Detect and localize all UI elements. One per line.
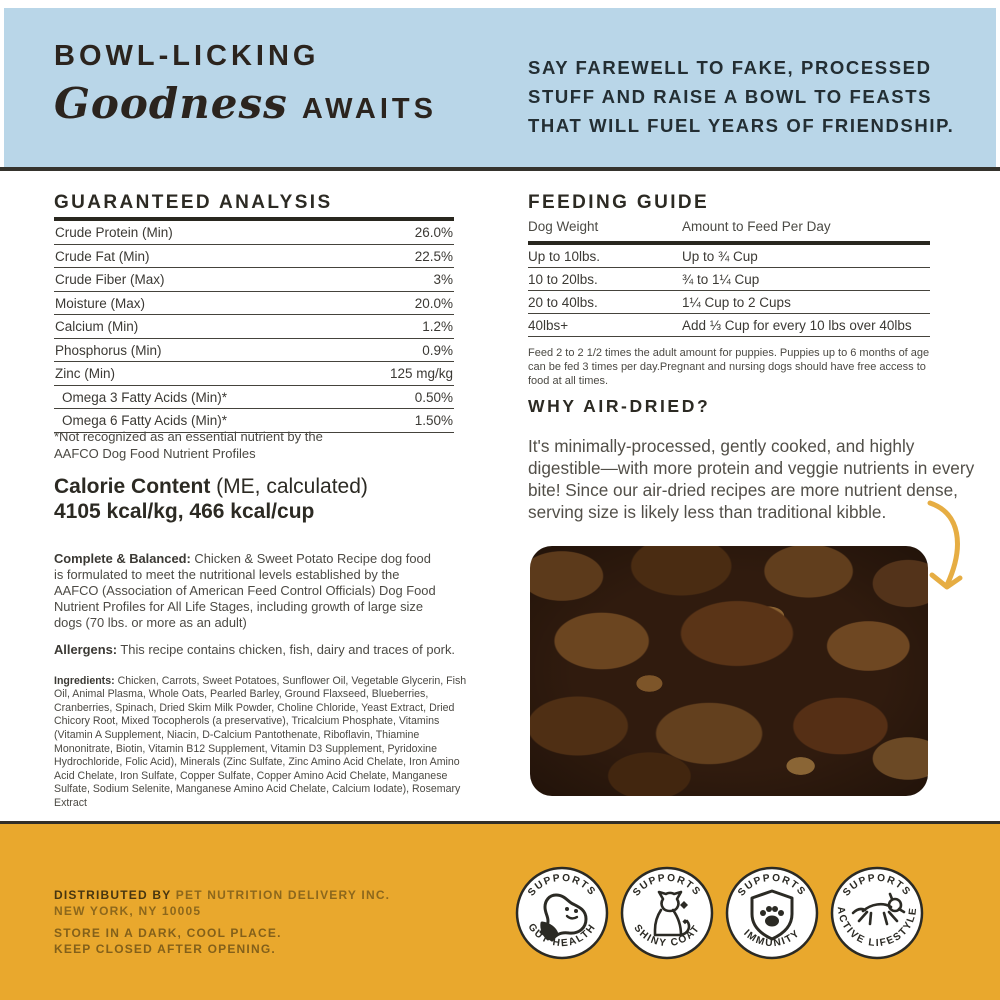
nutrient-label: Omega 6 Fatty Acids (Min)* bbox=[62, 413, 228, 428]
table-row bbox=[528, 291, 930, 314]
amount-cell: Add ⅓ Cup for every 10 lbs over 40lbs bbox=[682, 317, 912, 333]
guaranteed-analysis-table bbox=[54, 217, 454, 433]
nutrient-label: Phosphorus (Min) bbox=[55, 342, 162, 358]
table-row bbox=[54, 268, 454, 292]
tagline-line: STUFF AND RAISE A BOWL TO FEASTS bbox=[528, 86, 933, 107]
amount-cell: 1¼ Cup to 2 Cups bbox=[682, 294, 791, 310]
svg-text:ACTIVE LIFESTYLE: ACTIVE LIFESTYLE bbox=[834, 906, 920, 950]
footnote-line: AAFCO Dog Food Nutrient Profiles bbox=[54, 445, 256, 461]
nutrient-value: 1.50% bbox=[414, 413, 453, 428]
nutrient-value: 0.9% bbox=[422, 342, 453, 358]
nutrient-label: Calcium (Min) bbox=[55, 319, 139, 334]
nutrient-label: Crude Fat (Min) bbox=[55, 248, 150, 264]
nutrient-label: Omega 3 Fatty Acids (Min)* bbox=[62, 389, 228, 405]
nutrient-label: Moisture (Max) bbox=[55, 295, 146, 311]
header-banner bbox=[4, 8, 996, 167]
header-title-line1: BOWL-LICKING bbox=[54, 40, 320, 72]
calorie-content bbox=[54, 474, 368, 524]
table-row bbox=[528, 314, 930, 337]
feeding-guide-note: Feed 2 to 2 1/2 times the adult amount for puppies. Puppies up to 6 months of age can be fed 3 times per day.Pregnant and nursing dogs should have free access to food at all times. bbox=[528, 347, 930, 387]
header-title bbox=[54, 40, 437, 128]
header-tagline bbox=[528, 53, 954, 140]
table-row bbox=[528, 268, 930, 291]
curved-arrow-icon bbox=[902, 498, 977, 603]
amount-cell: ¾ to 1¼ Cup bbox=[682, 271, 760, 287]
product-photo bbox=[530, 546, 928, 796]
footer-band bbox=[0, 824, 1000, 1000]
header-awaits-word: AWAITS bbox=[301, 93, 437, 125]
svg-text:SUPPORTS: SUPPORTS bbox=[526, 872, 598, 899]
address-line: NEW YORK, NY 10005 bbox=[54, 903, 202, 918]
svg-text:SUPPORTS: SUPPORTS bbox=[736, 872, 808, 899]
badge-gut-health bbox=[514, 865, 610, 961]
table-row bbox=[528, 245, 930, 268]
distributor-info bbox=[54, 888, 390, 957]
badge-active-lifestyle bbox=[829, 865, 925, 961]
amount-cell: Up to ¾ Cup bbox=[682, 248, 758, 264]
badge-immunity bbox=[724, 865, 820, 961]
feeding-guide-header bbox=[528, 219, 930, 234]
table-row bbox=[54, 362, 454, 386]
weight-cell: 20 to 40lbs. bbox=[528, 294, 598, 310]
weight-cell: Up to 10lbs. bbox=[528, 248, 601, 264]
svg-text:SHINY COAT: SHINY COAT bbox=[631, 922, 703, 950]
complete-balanced-paragraph: Complete & Balanced: Chicken & Sweet Potato Recipe dog food is formulated to meet the nutritional levels established by the AAFCO (Association of American Feed Control Officials) Dog Food Nutrient Profiles for All Life Stages, including growth of large size dogs (70 lbs. or more as an adult) bbox=[54, 550, 436, 630]
column-header-amount: Amount to Feed Per Day bbox=[682, 219, 831, 234]
divider-top bbox=[0, 167, 1000, 171]
nutrient-label: Zinc (Min) bbox=[55, 366, 115, 381]
distributed-by-line: DISTRIBUTED BY PET NUTRITION DELIVERY INC. bbox=[54, 888, 391, 902]
footnote bbox=[54, 429, 323, 462]
allergens-paragraph: Allergens: This recipe contains chicken, fish, dairy and traces of pork. bbox=[54, 641, 455, 657]
weight-cell: 10 to 20lbs. bbox=[528, 271, 598, 287]
why-air-dried-body: It's minimally-processed, gently cooked, and highly digestible—with more protein and veggie nutrients in every bite! Since our air-dried recipes are more nutrient dense, serving size is likely less than traditional kibble. bbox=[528, 436, 975, 523]
table-row bbox=[54, 315, 454, 339]
storage-line: STORE IN A DARK, COOL PLACE. bbox=[54, 926, 282, 940]
table-row bbox=[54, 386, 454, 410]
table-row bbox=[54, 339, 454, 363]
footnote-line: *Not recognized as an essential nutrient by the bbox=[54, 429, 323, 444]
svg-text:GUT HEALTH: GUT HEALTH bbox=[525, 921, 599, 950]
nutrient-value: 125 mg/kg bbox=[389, 366, 453, 381]
benefit-badges bbox=[514, 865, 925, 961]
nutrient-value: 26.0% bbox=[414, 225, 453, 240]
nutrient-value: 22.5% bbox=[414, 248, 453, 264]
ingredients-paragraph: Ingredients: Chicken, Carrots, Sweet Potatoes, Sunflower Oil, Vegetable Glycerin, Fish Oil, Animal Plasma, Whole Oats, Pearled Barley, Ground Flaxseed, Blueberries, Cranberries, Spinach, Dried Skim Milk Powder, Choline Chloride, Yeast Extract, Dried Chicory Root, Mixed Tocopherols (a preservative), Tricalcium Phosphate, Vitamins (Vitamin A Supplement, Niacin, D-Calcium Pantothenate, Riboflavin, Thiamine Mononitrate, Biotin, Vitamin B12 Supplement, Vitamin D3 Supplement, Pyridoxine Hydrochloride, Folic Acid), Minerals (Zinc Sulfate, Zinc Amino Acid Chelate, Iron Amino Acid Chelate, Iron Sulfate, Copper Sulfate, Copper Amino Acid Chelate, Manganese Sulfate, Sodium Selenite, Manganese Amino Acid Chelate, Calcium Iodate), Rosemary Extract bbox=[54, 674, 467, 809]
table-row bbox=[54, 245, 454, 269]
table-row bbox=[54, 292, 454, 316]
feeding-guide-table bbox=[528, 241, 930, 337]
why-air-dried-title: WHY AIR-DRIED? bbox=[528, 396, 711, 416]
tagline-line: SAY FAREWELL TO FAKE, PROCESSED bbox=[528, 57, 932, 78]
feeding-guide-title: FEEDING GUIDE bbox=[528, 192, 710, 213]
nutrient-value: 0.50% bbox=[414, 389, 453, 405]
nutrient-label: Crude Protein (Min) bbox=[55, 225, 173, 240]
header-script-word: Goodness bbox=[54, 79, 288, 128]
tagline-line: THAT WILL FUEL YEARS OF FRIENDSHIP. bbox=[528, 115, 955, 136]
calorie-heading: Calorie Content (ME, calculated) bbox=[54, 475, 368, 498]
nutrient-value: 1.2% bbox=[422, 319, 453, 334]
storage-line: KEEP CLOSED AFTER OPENING. bbox=[54, 941, 276, 956]
badge-shiny-coat bbox=[619, 865, 715, 961]
nutrient-value: 3% bbox=[433, 272, 453, 287]
svg-text:IMMUNITY: IMMUNITY bbox=[741, 927, 803, 950]
column-header-weight: Dog Weight bbox=[528, 219, 599, 234]
svg-text:SUPPORTS: SUPPORTS bbox=[631, 872, 703, 899]
table-row bbox=[54, 221, 454, 245]
nutrient-value: 20.0% bbox=[414, 295, 453, 311]
nutrient-label: Crude Fiber (Max) bbox=[55, 272, 165, 287]
header-title-line2 bbox=[54, 79, 437, 128]
svg-text:SUPPORTS: SUPPORTS bbox=[841, 872, 913, 899]
calorie-values: 4105 kcal/kg, 466 kcal/cup bbox=[54, 500, 315, 523]
weight-cell: 40lbs+ bbox=[528, 317, 569, 333]
guaranteed-analysis-title: GUARANTEED ANALYSIS bbox=[54, 192, 333, 213]
